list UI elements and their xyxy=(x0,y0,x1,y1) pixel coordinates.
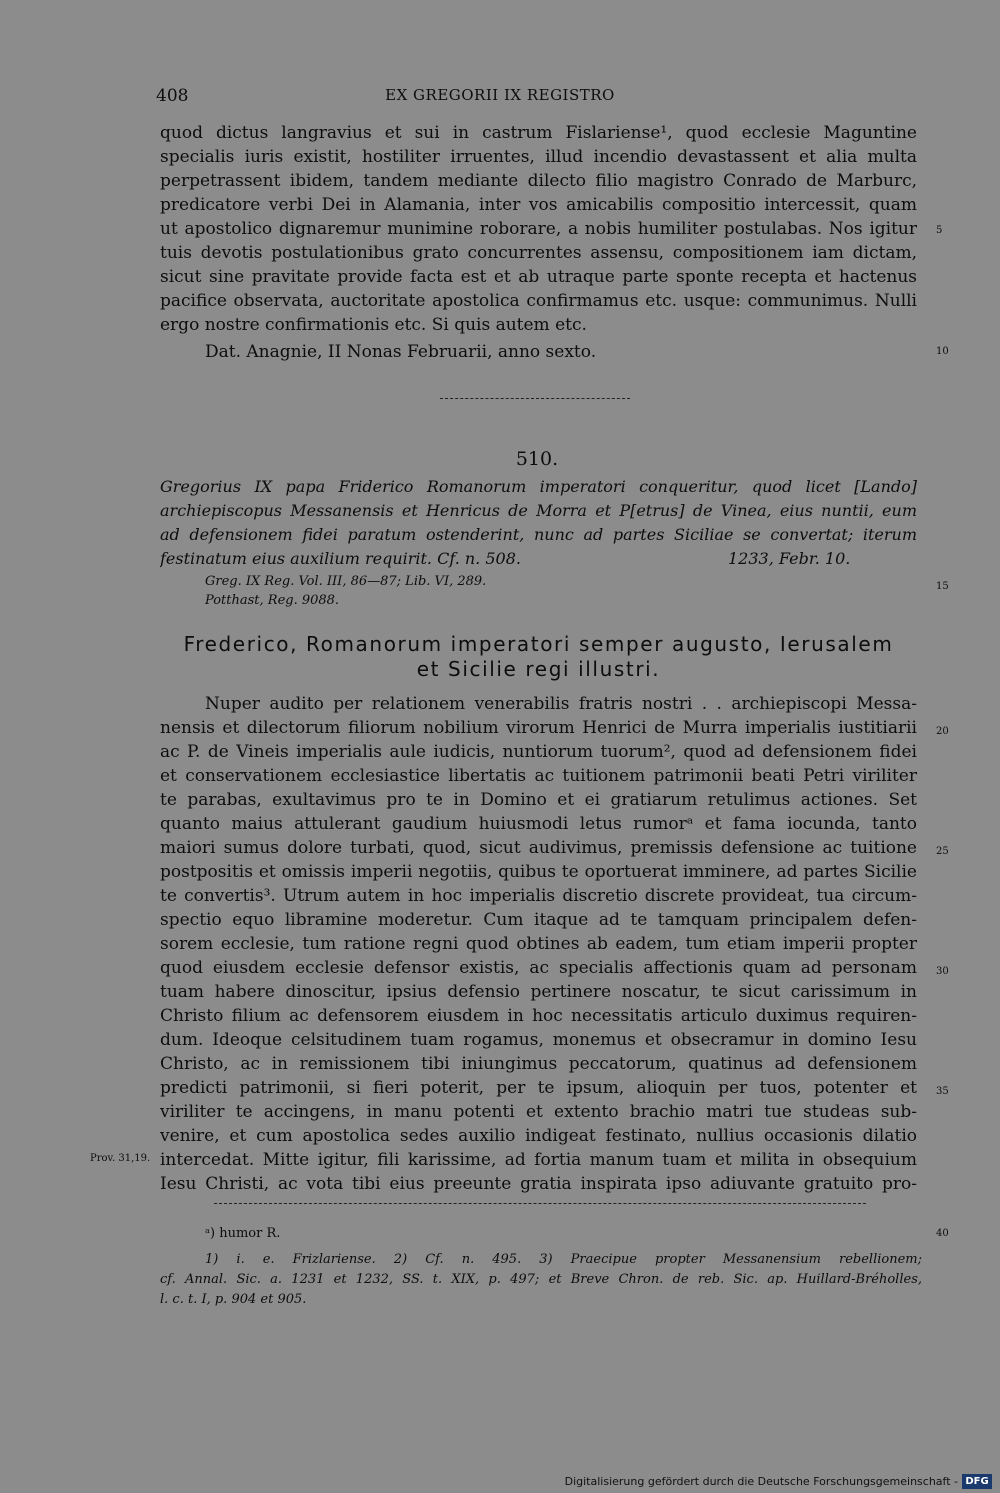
prev-line-4: predicatore verbi Dei in Alamania, inter vos amicabilis compositio intercessit, quam xyxy=(160,195,917,215)
line-number-35: 35 xyxy=(936,1086,949,1097)
prev-line-3: perpetrassent ibidem, tandem mediante dilecto filio magistro Conrado de Marburc, xyxy=(160,171,917,191)
body-line-14: Christo filium ac defensorem eiusdem in hoc necessitatis articulo duximus requiren- xyxy=(160,1006,917,1026)
body-line-13: tuam habere dinoscitur, ipsius defensio pertinere noscatur, te sicut carissimum in xyxy=(160,982,917,1002)
body-line-18: viriliter te accingens, in manu potenti et extento brachio matri tue studeas sub- xyxy=(160,1102,917,1122)
address-line-2: et Sicilie regi illustri. xyxy=(416,657,661,681)
line-number-25: 25 xyxy=(936,846,949,857)
prev-line-2: specialis iuris existit, hostiliter irruentes, illud incendio devastassent et alia multa xyxy=(160,147,917,167)
body-line-2: nensis et dilectorum filiorum nobilium virorum Henrici de Murra imperialis iustitiarii xyxy=(160,718,917,738)
body-line-3: ac P. de Vineis imperialis aule iudicis, nuntiorum tuorum², quod ad defensionem fidei xyxy=(160,742,917,762)
body-line-10: spectio equo libramine moderetur. Cum itaque ad te tamquam principalem defen- xyxy=(160,910,917,930)
line-number-15: 15 xyxy=(936,581,949,592)
line-number-5: 5 xyxy=(936,225,943,236)
body-line-16: Christo, ac in remissionem tibi iniungimus peccatorum, quatinus ad defensionem xyxy=(160,1054,917,1074)
letter-number: 510. xyxy=(515,448,559,470)
body-line-11: sorem ecclesie, tum ratione regni quod obtines ab eadem, tum etiam imperii propter xyxy=(160,934,917,954)
line-number-30: 30 xyxy=(936,966,949,977)
regest-line-2: archiepiscopus Messanensis et Henricus de Morra et P[etrus] de Vinea, eius nuntii, eum xyxy=(160,501,917,520)
prev-line-1: quod dictus langravius et sui in castrum Fislariense¹, quod ecclesie Maguntine xyxy=(160,123,917,143)
prev-line-7: sicut sine pravitate provide facta est et ab utraque parte sponte recepta et hactenus xyxy=(160,267,917,287)
prev-line-5: ut apostolico dignaremur munimine roborare, a nobis humiliter postulabas. Nos igitur xyxy=(160,219,917,239)
body-line-9: te convertis³. Utrum autem in hoc imperialis discretio discrete provideat, tua circum- xyxy=(160,886,917,906)
prev-line-8: pacifice observata, auctoritate apostolica confirmamus etc. usque: communimus. Nulli xyxy=(160,291,917,311)
body-line-15: dum. Ideoque celsitudinem tuam rogamus, monemus et obsecramur in domino Iesu xyxy=(160,1030,917,1050)
footnote-line-2: cf. Annal. Sic. a. 1231 et 1232, SS. t. XIX, p. 497; et Breve Chron. de reb. Sic. ap. Huillard-Bréholles, xyxy=(160,1272,922,1287)
running-title: EX GREGORII IX REGISTRO xyxy=(385,86,615,104)
body-line-20: intercedat. Mitte igitur, fili karissime, ad fortia manum tuam et milita in obsequium xyxy=(160,1150,917,1170)
body-line-1: Nuper audito per relationem venerabilis fratris nostri . . archiepiscopi Messa- xyxy=(205,694,917,714)
body-line-5: te parabas, exultavimus pro te in Domino et ei gratiarum retulimus actiones. Set xyxy=(160,790,917,810)
footnote-variant: ᵃ) humor R. xyxy=(205,1226,281,1241)
line-number-10: 10 xyxy=(936,346,949,357)
regest-line-3: ad defensionem fidei paratum ostenderint, nunc ad partes Siciliae se convertat; iterum xyxy=(160,525,917,544)
regest-line-1: Gregorius IX papa Friderico Romanorum imperatori conqueritur, quod licet [Lando] xyxy=(160,477,917,496)
source-register: Greg. IX Reg. Vol. III, 86—87; Lib. VI, 289. xyxy=(205,574,487,589)
body-line-21: Iesu Christi, ac vota tibi eius preeunte gratia inspirata ipso adiuvante gratuito pro- xyxy=(160,1174,917,1194)
footnote-rule xyxy=(214,1203,866,1204)
body-line-8: postpositis et omissis imperii negotiis, quibus te oportuerat imminere, ad partes Sicilie xyxy=(160,862,917,882)
letter-date: 1233, Febr. 10. xyxy=(728,549,851,568)
prev-line-6: tuis devotis postulationibus grato concurrentes assensu, compositionem iam dictam, xyxy=(160,243,917,263)
line-number-20: 20 xyxy=(936,726,949,737)
page-number: 408 xyxy=(156,86,189,106)
body-line-6: quanto maius attulerant gaudium huiusmodi letus rumorᵃ et fama iocunda, tanto xyxy=(160,814,917,834)
regest-line-4: festinatum eius auxilium requirit. Cf. n. 508. xyxy=(160,549,521,568)
margin-reference: Prov. 31,19. xyxy=(90,1153,151,1164)
footnote-line-3: l. c. t. I, p. 904 et 905. xyxy=(160,1292,307,1307)
body-line-17: predicti patrimonii, si fieri poterit, per te ipsum, alioquin per tuos, potenter et xyxy=(160,1078,917,1098)
funding-notice: Digitalisierung gefördert durch die Deutsche Forschungsgemeinschaft - xyxy=(564,1475,958,1488)
source-potthast: Potthast, Reg. 9088. xyxy=(205,593,340,608)
body-line-4: et conservationem ecclesiastice libertatis ac tuitionem patrimonii beati Petri viriliter xyxy=(160,766,917,786)
section-separator xyxy=(440,398,630,399)
body-line-7: maiori sumus dolore turbati, quod, sicut audivimus, premissis defensione ac tuitione xyxy=(160,838,917,858)
dfg-logo[interactable]: DFG xyxy=(962,1474,992,1489)
body-line-19: venire, et cum apostolica sedes auxilio indigeat festinato, nullius occasionis dilatio xyxy=(160,1126,917,1146)
body-line-12: quod eiusdem ecclesie defensor existis, ac specialis affectionis quam ad personam xyxy=(160,958,917,978)
line-number-40: 40 xyxy=(936,1228,949,1239)
prev-line-9: ergo nostre confirmationis etc. Si quis autem etc. xyxy=(160,315,587,335)
dat-line: Dat. Anagnie, II Nonas Februarii, anno sexto. xyxy=(205,342,597,362)
footnote-line-1: 1) i. e. Frizlariense. 2) Cf. n. 495. 3) Praecipue propter Messanensium rebellionem; xyxy=(205,1252,922,1267)
address-line-1: Frederico, Romanorum imperatori semper augusto, Ierusalem xyxy=(183,632,894,656)
